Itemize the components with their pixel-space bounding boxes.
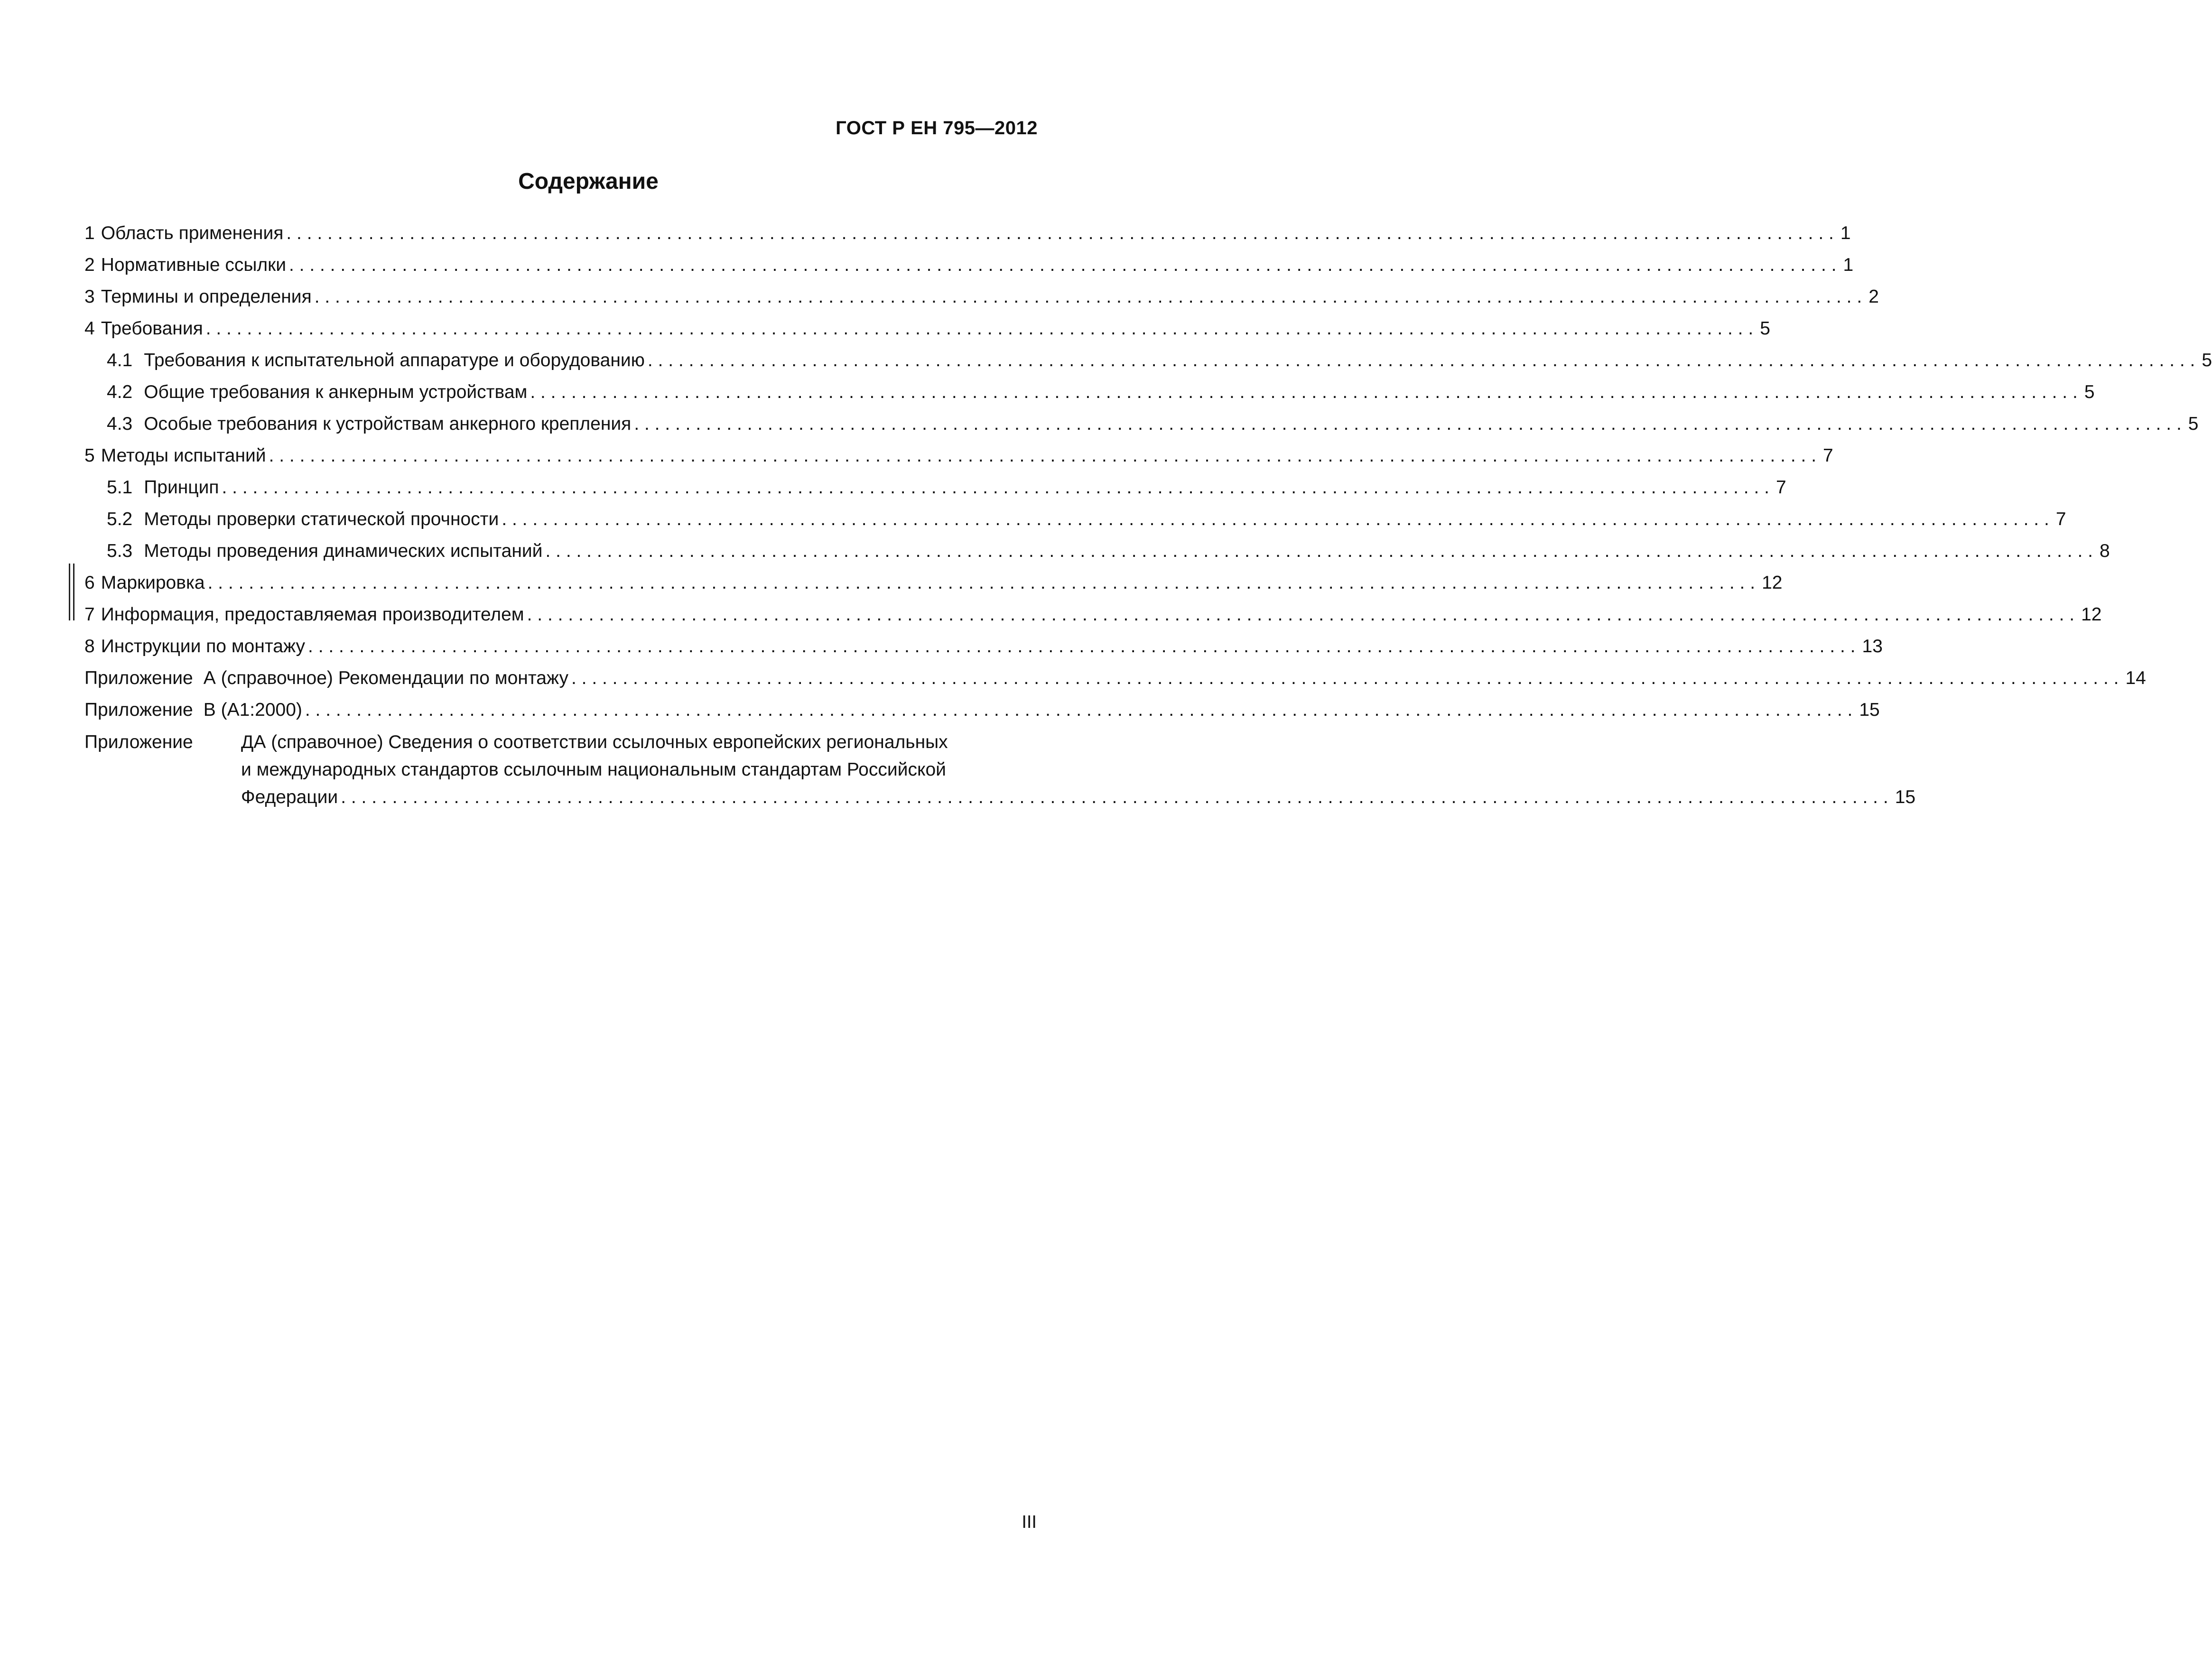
toc-entry-5[interactable] (84, 440, 1833, 471)
toc-entry-title: В (А1:2000) (203, 700, 302, 720)
dot-leader (502, 503, 2049, 535)
change-marker-bars (69, 564, 74, 620)
dot-leader (308, 630, 1855, 662)
dot-leader (286, 217, 1833, 249)
toc-entry-annex-a[interactable] (84, 662, 2146, 694)
toc-entry-title: Методы проведения динамических испытаний (144, 541, 543, 561)
toc-entry-title: А (справочное) Рекомендации по монтажу (203, 668, 568, 688)
toc-entry-number: 4.1 (107, 350, 133, 370)
dot-leader (530, 376, 2077, 408)
table-of-contents (84, 217, 2212, 811)
toc-entry-title: Маркировка (101, 573, 205, 593)
dot-leader (634, 408, 2181, 440)
dot-leader (305, 694, 1852, 726)
toc-entry-title: Нормативные ссылки (101, 255, 286, 275)
toc-entry-page: 12 (1762, 573, 1783, 593)
page-number: III (1022, 1512, 1037, 1532)
toc-entry-number: Приложение (84, 732, 193, 752)
toc-entry-title: Особые требования к устройствам анкерного крепления (144, 414, 632, 434)
toc-entry-page: 7 (1823, 445, 1833, 466)
toc-entry-number: 6 (84, 573, 95, 593)
toc-entry-6[interactable] (84, 567, 1783, 599)
toc-entry-page: 15 (1859, 700, 1880, 720)
toc-entry-number: 4.2 (107, 382, 133, 402)
annex-da-line-2: и международных стандартов ссылочным национальным стандартам Российской (241, 759, 946, 780)
dot-leader (289, 249, 1836, 281)
toc-entry-page: 1 (1840, 223, 1851, 243)
toc-entry-number: 5.2 (107, 509, 133, 529)
toc-entry-page: 15 (1895, 787, 1916, 807)
toc-entry-4-1[interactable] (84, 344, 2212, 376)
page-title: Содержание (518, 169, 659, 194)
toc-entry-number: 8 (84, 636, 95, 656)
dot-leader (222, 471, 1769, 503)
dot-leader (315, 281, 1862, 313)
toc-entry-page: 13 (1862, 636, 1883, 656)
toc-entry-page: 8 (2099, 541, 2110, 561)
toc-entry-page: 14 (2125, 668, 2146, 688)
toc-entry-7[interactable] (84, 599, 2102, 630)
toc-entry-number: 7 (84, 604, 95, 625)
dot-leader (527, 599, 2074, 630)
toc-entry-title: Методы проверки статической прочности (144, 509, 499, 529)
toc-entry-title: Требования (101, 318, 203, 339)
toc-entry-page: 1 (1843, 255, 1854, 275)
toc-entry-page: 5 (2202, 350, 2212, 370)
dot-leader (208, 567, 1755, 599)
annex-da-line-1: ДА (справочное) Сведения о соответствии ссылочных европейских региональных (241, 732, 948, 752)
toc-entry-4-3[interactable] (84, 408, 2199, 440)
document-code: ГОСТ Р ЕН 795—2012 (836, 118, 1038, 139)
toc-entry-title: Федерации (241, 787, 338, 807)
toc-entry-page: 5 (2188, 414, 2199, 434)
dot-leader (545, 535, 2092, 567)
dot-leader (648, 344, 2195, 376)
annex-da-line-3 (241, 784, 1915, 811)
toc-entry-4-2[interactable] (84, 376, 2095, 408)
toc-entry-number: 5.3 (107, 541, 133, 561)
toc-entry-1[interactable] (84, 217, 1851, 249)
toc-entry-page: 5 (1760, 318, 1770, 339)
toc-entry-title: Общие требования к анкерным устройствам (144, 382, 528, 402)
dot-leader (269, 440, 1816, 471)
toc-entry-title: Термины и определения (101, 287, 312, 307)
annex-da-body (241, 729, 1915, 811)
toc-entry-title: Инструкции по монтажу (101, 636, 306, 656)
toc-entry-title: Требования к испытательной аппаратуре и оборудованию (144, 350, 645, 370)
toc-entry-3[interactable] (84, 281, 1879, 313)
toc-entry-page: 7 (2055, 509, 2066, 529)
toc-entry-number: 4.3 (107, 414, 133, 434)
toc-entry-annex-b[interactable] (84, 694, 1880, 726)
toc-entry-number: 1 (84, 223, 95, 243)
toc-entry-number: 5.1 (107, 477, 133, 498)
toc-entry-number: 3 (84, 287, 95, 307)
toc-entry-2[interactable] (84, 249, 1854, 281)
toc-entry-title: Информация, предоставляемая производителем (101, 604, 524, 625)
toc-entry-number: Приложение (84, 700, 193, 720)
toc-entry-number: 2 (84, 255, 95, 275)
dot-leader (341, 784, 1888, 811)
toc-entry-annex-da[interactable] (84, 729, 1916, 811)
toc-entry-5-3[interactable] (84, 535, 2110, 567)
dot-leader (206, 313, 1753, 344)
toc-entry-page: 5 (2084, 382, 2095, 402)
toc-entry-8[interactable] (84, 630, 1883, 662)
toc-entry-5-2[interactable] (84, 503, 2066, 535)
toc-entry-title: Область применения (101, 223, 284, 243)
dot-leader (571, 662, 2119, 694)
toc-entry-number: Приложение (84, 668, 193, 688)
toc-entry-title: Методы испытаний (101, 445, 266, 466)
toc-entry-page: 7 (1776, 477, 1786, 498)
toc-entry-title: Принцип (144, 477, 219, 498)
toc-entry-number: 4 (84, 318, 95, 339)
toc-entry-page: 12 (2081, 604, 2102, 625)
toc-entry-number: 5 (84, 445, 95, 466)
toc-entry-5-1[interactable] (84, 471, 1786, 503)
toc-entry-page: 2 (1868, 287, 1879, 307)
toc-entry-4[interactable] (84, 313, 1770, 344)
